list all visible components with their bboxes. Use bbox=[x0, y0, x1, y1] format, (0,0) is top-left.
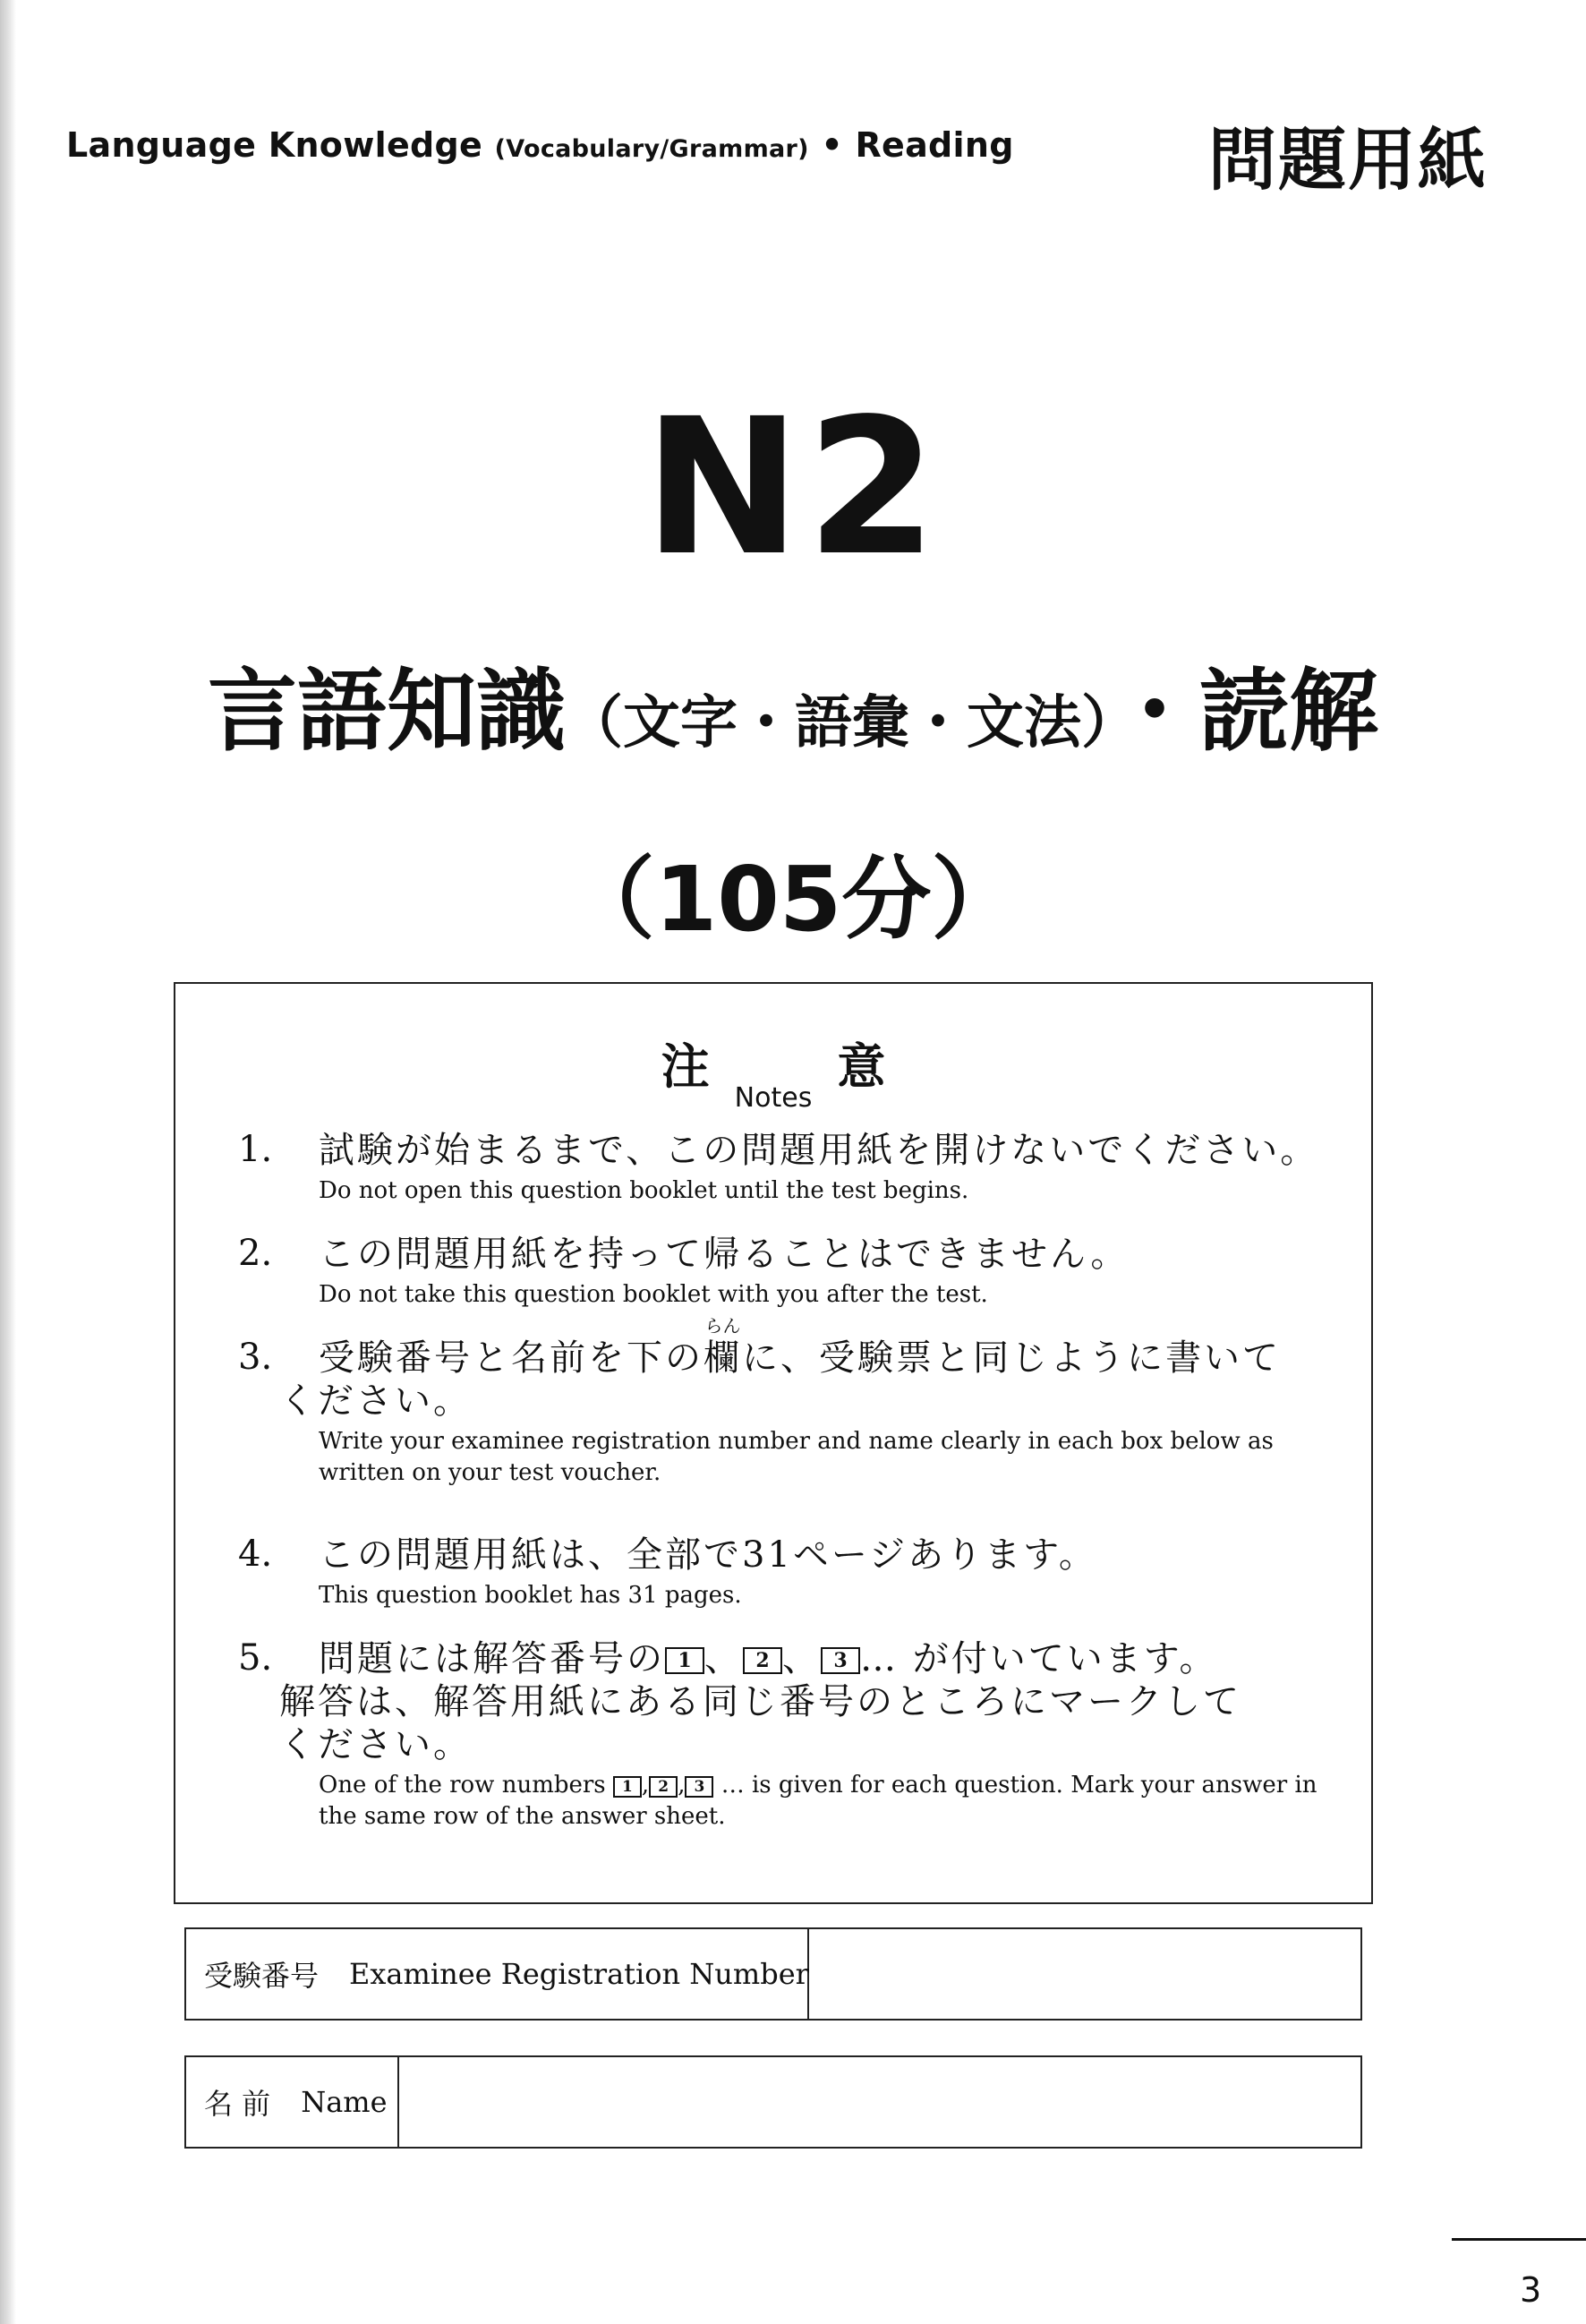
note-text-jp bbox=[319, 1637, 1330, 1680]
header-title-sub: (Vocabulary/Grammar) bbox=[494, 135, 809, 163]
note-text-en bbox=[319, 1770, 1330, 1833]
level-title: N2 bbox=[644, 378, 942, 597]
note-text-en: This question booklet has 31 pages. bbox=[319, 1582, 742, 1609]
note-text-jp: この問題用紙を持って帰ることはできません。 bbox=[319, 1234, 1130, 1275]
header-title-reading: Reading bbox=[855, 125, 1014, 165]
answer-number-box: 1 bbox=[665, 1647, 704, 1674]
name-box bbox=[184, 2055, 1362, 2149]
ruby-reading: らん bbox=[704, 1315, 741, 1337]
note-item bbox=[238, 1534, 1330, 1611]
registration-label-en: Examinee Registration Number bbox=[349, 1957, 809, 1991]
note-text-jp-a: 問題には解答番号の bbox=[319, 1638, 665, 1679]
registration-label bbox=[186, 1929, 809, 2019]
note-number: 5. bbox=[238, 1637, 273, 1679]
separator: , bbox=[641, 1772, 650, 1799]
page-number: 3 bbox=[1520, 2270, 1542, 2310]
note-number: 2. bbox=[238, 1233, 273, 1274]
note-text-jp-a: 受験番号と名前を下の bbox=[319, 1337, 703, 1379]
booklet-label: 問題用紙 bbox=[1208, 120, 1488, 200]
test-duration: （105分） bbox=[565, 847, 1021, 952]
ruby-kanji: 欄 bbox=[703, 1337, 742, 1379]
page-edge-shadow bbox=[0, 0, 16, 2324]
notes-box bbox=[174, 982, 1373, 1904]
note-item bbox=[238, 1233, 1330, 1311]
note-text-jp-b: に、受験票と同じように書いて bbox=[742, 1337, 1281, 1379]
note-text-en: Write your examinee registration number and name clearly in each box below as written on your test voucher. bbox=[319, 1428, 1274, 1487]
note-number: 3. bbox=[238, 1337, 273, 1378]
header-title-separator: • bbox=[821, 125, 843, 165]
section-title-main: 言語知識 bbox=[208, 659, 566, 764]
name-label bbox=[186, 2057, 399, 2147]
notes-title-english: Notes bbox=[734, 1082, 813, 1114]
answer-number-box: 3 bbox=[821, 1647, 860, 1674]
note-text-jp: この問題用紙は、全部で31ページあります。 bbox=[319, 1534, 1097, 1576]
note-text-jp: 試験が始まるまで、この問題用紙を開けないでください。 bbox=[319, 1130, 1319, 1171]
registration-number-field[interactable] bbox=[809, 1929, 1360, 2019]
notes-title-char-2: 意 bbox=[837, 1038, 886, 1095]
answer-number-box: 1 bbox=[613, 1776, 642, 1798]
name-label-en: Name bbox=[301, 2085, 388, 2119]
note-text-jp-continued: ください。 bbox=[279, 1380, 472, 1422]
note-number: 1. bbox=[238, 1129, 273, 1170]
footer-rule bbox=[1452, 2238, 1586, 2241]
answer-number-box: 2 bbox=[743, 1647, 782, 1674]
answer-number-box: 2 bbox=[649, 1776, 678, 1798]
note-number: 4. bbox=[238, 1534, 273, 1575]
notes-title-char-1: 注 bbox=[661, 1038, 710, 1095]
separator: 、 bbox=[782, 1638, 821, 1679]
answer-number-box: 3 bbox=[685, 1776, 713, 1798]
name-field[interactable] bbox=[399, 2057, 1360, 2147]
separator: , bbox=[678, 1772, 686, 1799]
registration-box bbox=[184, 1927, 1362, 2021]
separator: 、 bbox=[704, 1638, 743, 1679]
note-text-jp bbox=[319, 1315, 1330, 1380]
section-title bbox=[0, 659, 1586, 764]
note-item bbox=[238, 1315, 1330, 1489]
section-title-separator: ・ bbox=[1110, 659, 1199, 764]
note-text-en: Do not take this question booklet with you after the test. bbox=[319, 1281, 988, 1308]
note-item bbox=[238, 1637, 1330, 1833]
section-title-reading: 読解 bbox=[1199, 659, 1378, 764]
note-text-jp-continued: 解答は、解答用紙にある同じ番号のところにマークして bbox=[279, 1681, 1241, 1722]
note-item bbox=[238, 1129, 1330, 1207]
name-label-jp: 名 前 bbox=[204, 2087, 271, 2121]
note-text-en-b: … is given for each question. Mark your answer in the same row of the answer sheet. bbox=[319, 1772, 1317, 1831]
registration-label-jp: 受験番号 bbox=[204, 1959, 320, 1993]
note-text-jp-b: … が付いています。 bbox=[860, 1638, 1218, 1679]
ruby-word bbox=[703, 1315, 742, 1380]
header-english-title bbox=[66, 125, 1014, 165]
note-text-en: Do not open this question booklet until the test begins. bbox=[319, 1177, 969, 1204]
note-text-en-a: One of the row numbers bbox=[319, 1772, 606, 1799]
note-text-jp-continued: ください。 bbox=[279, 1724, 472, 1765]
section-title-paren: （文字・語彙・文法） bbox=[566, 690, 1110, 756]
header-title-main: Language Knowledge bbox=[66, 125, 483, 165]
notes-title bbox=[175, 1029, 1371, 1114]
